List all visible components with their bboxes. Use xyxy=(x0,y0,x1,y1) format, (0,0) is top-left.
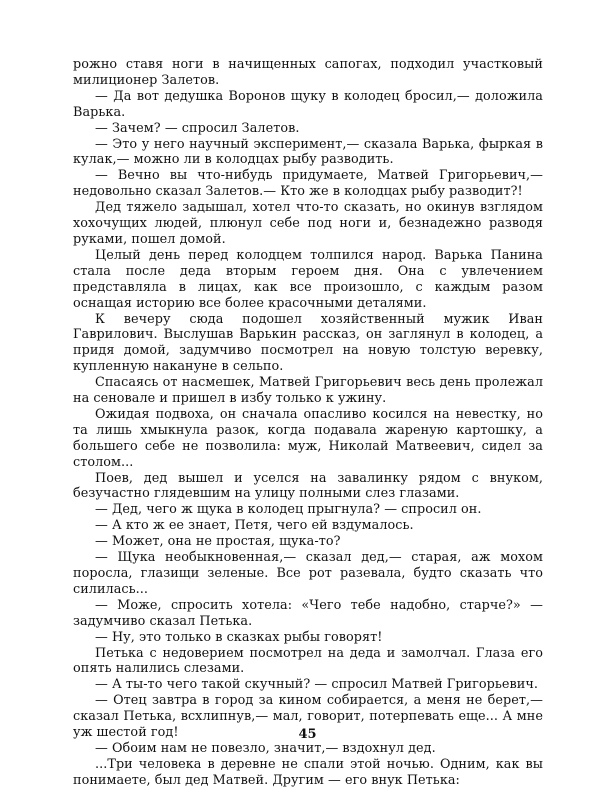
page-number: 45 xyxy=(298,727,317,742)
paragraph-19: — А ты-то чего такой скучный? — спросил Матвей Григорьевич. xyxy=(95,677,538,693)
paragraph-18: Петька с недоверием посмотрел на деда и замолчал. Глаза его опять налились слезами. xyxy=(73,645,543,677)
paragraph-22: ...Три человека в деревне не спали этой ночью. Одним, как вы понимаете, был дед Матвей. Другим — его внук Петька: xyxy=(73,756,543,788)
paragraph-8: К вечеру сюда подошел хозяйственный мужик Иван Гаврилович. Выслушав Варькин рассказ, он заглянул в колодец, а придя домой, задумчиво посмотрел на новую толстую веревку, купленную накануне в сельпо. xyxy=(73,311,543,375)
paragraph-17: — Ну, это только в сказках рыбы говорят! xyxy=(95,629,383,645)
paragraph-20: — Отец завтра в город за кином собирается, а меня не берет,— сказал Петька, всхлипнув,— мал, говорит, потерпевать еще... А мне уж шестой год! xyxy=(73,693,543,741)
paragraph-15: — Щука необыкновенная,— сказал дед,— старая, аж мохом поросла, глазищи зеленые. Все рот разевала, будто сказать что силилась... xyxy=(73,550,543,597)
paragraph-9: Спасаясь от насмешек, Матвей Григорьевич весь день пролежал на сеновале и пришел в избу только к ужину. xyxy=(73,375,543,407)
page-text xyxy=(73,57,543,789)
paragraph-7: Целый день перед колодцем толпился народ. Варька Панина стала после деда вторым героем дня. Она с увлечением представляла в лицах, как все произошло, с каждым разом оснащая историю все более красочными деталями. xyxy=(73,247,543,311)
paragraph-13: — А кто ж ее знает, Петя, чего ей вздумалось. xyxy=(95,518,414,534)
paragraph-6: Дед тяжело задышал, хотел что-то сказать, но окинув взглядом хохочущих людей, плюнул себе под ноги и, безнадежно разводя руками, пошел домой. xyxy=(73,200,543,247)
paragraph-11: Поев, дед вышел и уселся на завалинку рядом с внуком, безучастно глядевшим на улицу полными слез глазами. xyxy=(73,470,543,502)
paragraph-3: — Зачем? — спросил Залетов. xyxy=(95,120,300,136)
paragraph-1: рожно ставя ноги в начищенных сапогах, подходил участковый милиционер Залетов. xyxy=(73,57,543,88)
paragraph-2: — Да вот дедушка Воронов щуку в колодец бросил,— доложила Варька. xyxy=(73,88,543,120)
paragraph-5: — Вечно вы что-нибудь придумаете, Матвей Григорьевич,— недовольно сказал Залетов.— Кто же в колодцах рыбу разводит?! xyxy=(73,168,543,200)
paragraph-16: — Може, спросить хотела: «Чего тебе надобно, старче?» — задумчиво сказал Петька. xyxy=(73,597,543,629)
paragraph-14: — Может, она не простая, щука-то? xyxy=(95,534,341,550)
paragraph-12: — Дед, чего ж щука в колодец прыгнула? — спросил он. xyxy=(95,502,482,518)
paragraph-10: Ожидая подвоха, он сначала опасливо косился на невестку, но та лишь хмыкнула разок, когда подавала жареную картошку, а большего себе не позволила: муж, Николай Матвеевич, сидел за столом... xyxy=(73,406,543,470)
paragraph-21: — Обоим нам не повезло, значит,— вздохнул дед. xyxy=(95,740,436,756)
paragraph-4: — Это у него научный эксперимент,— сказала Варька, фыркая в кулак,— можно ли в колодцах рыбу разводить. xyxy=(73,136,543,168)
